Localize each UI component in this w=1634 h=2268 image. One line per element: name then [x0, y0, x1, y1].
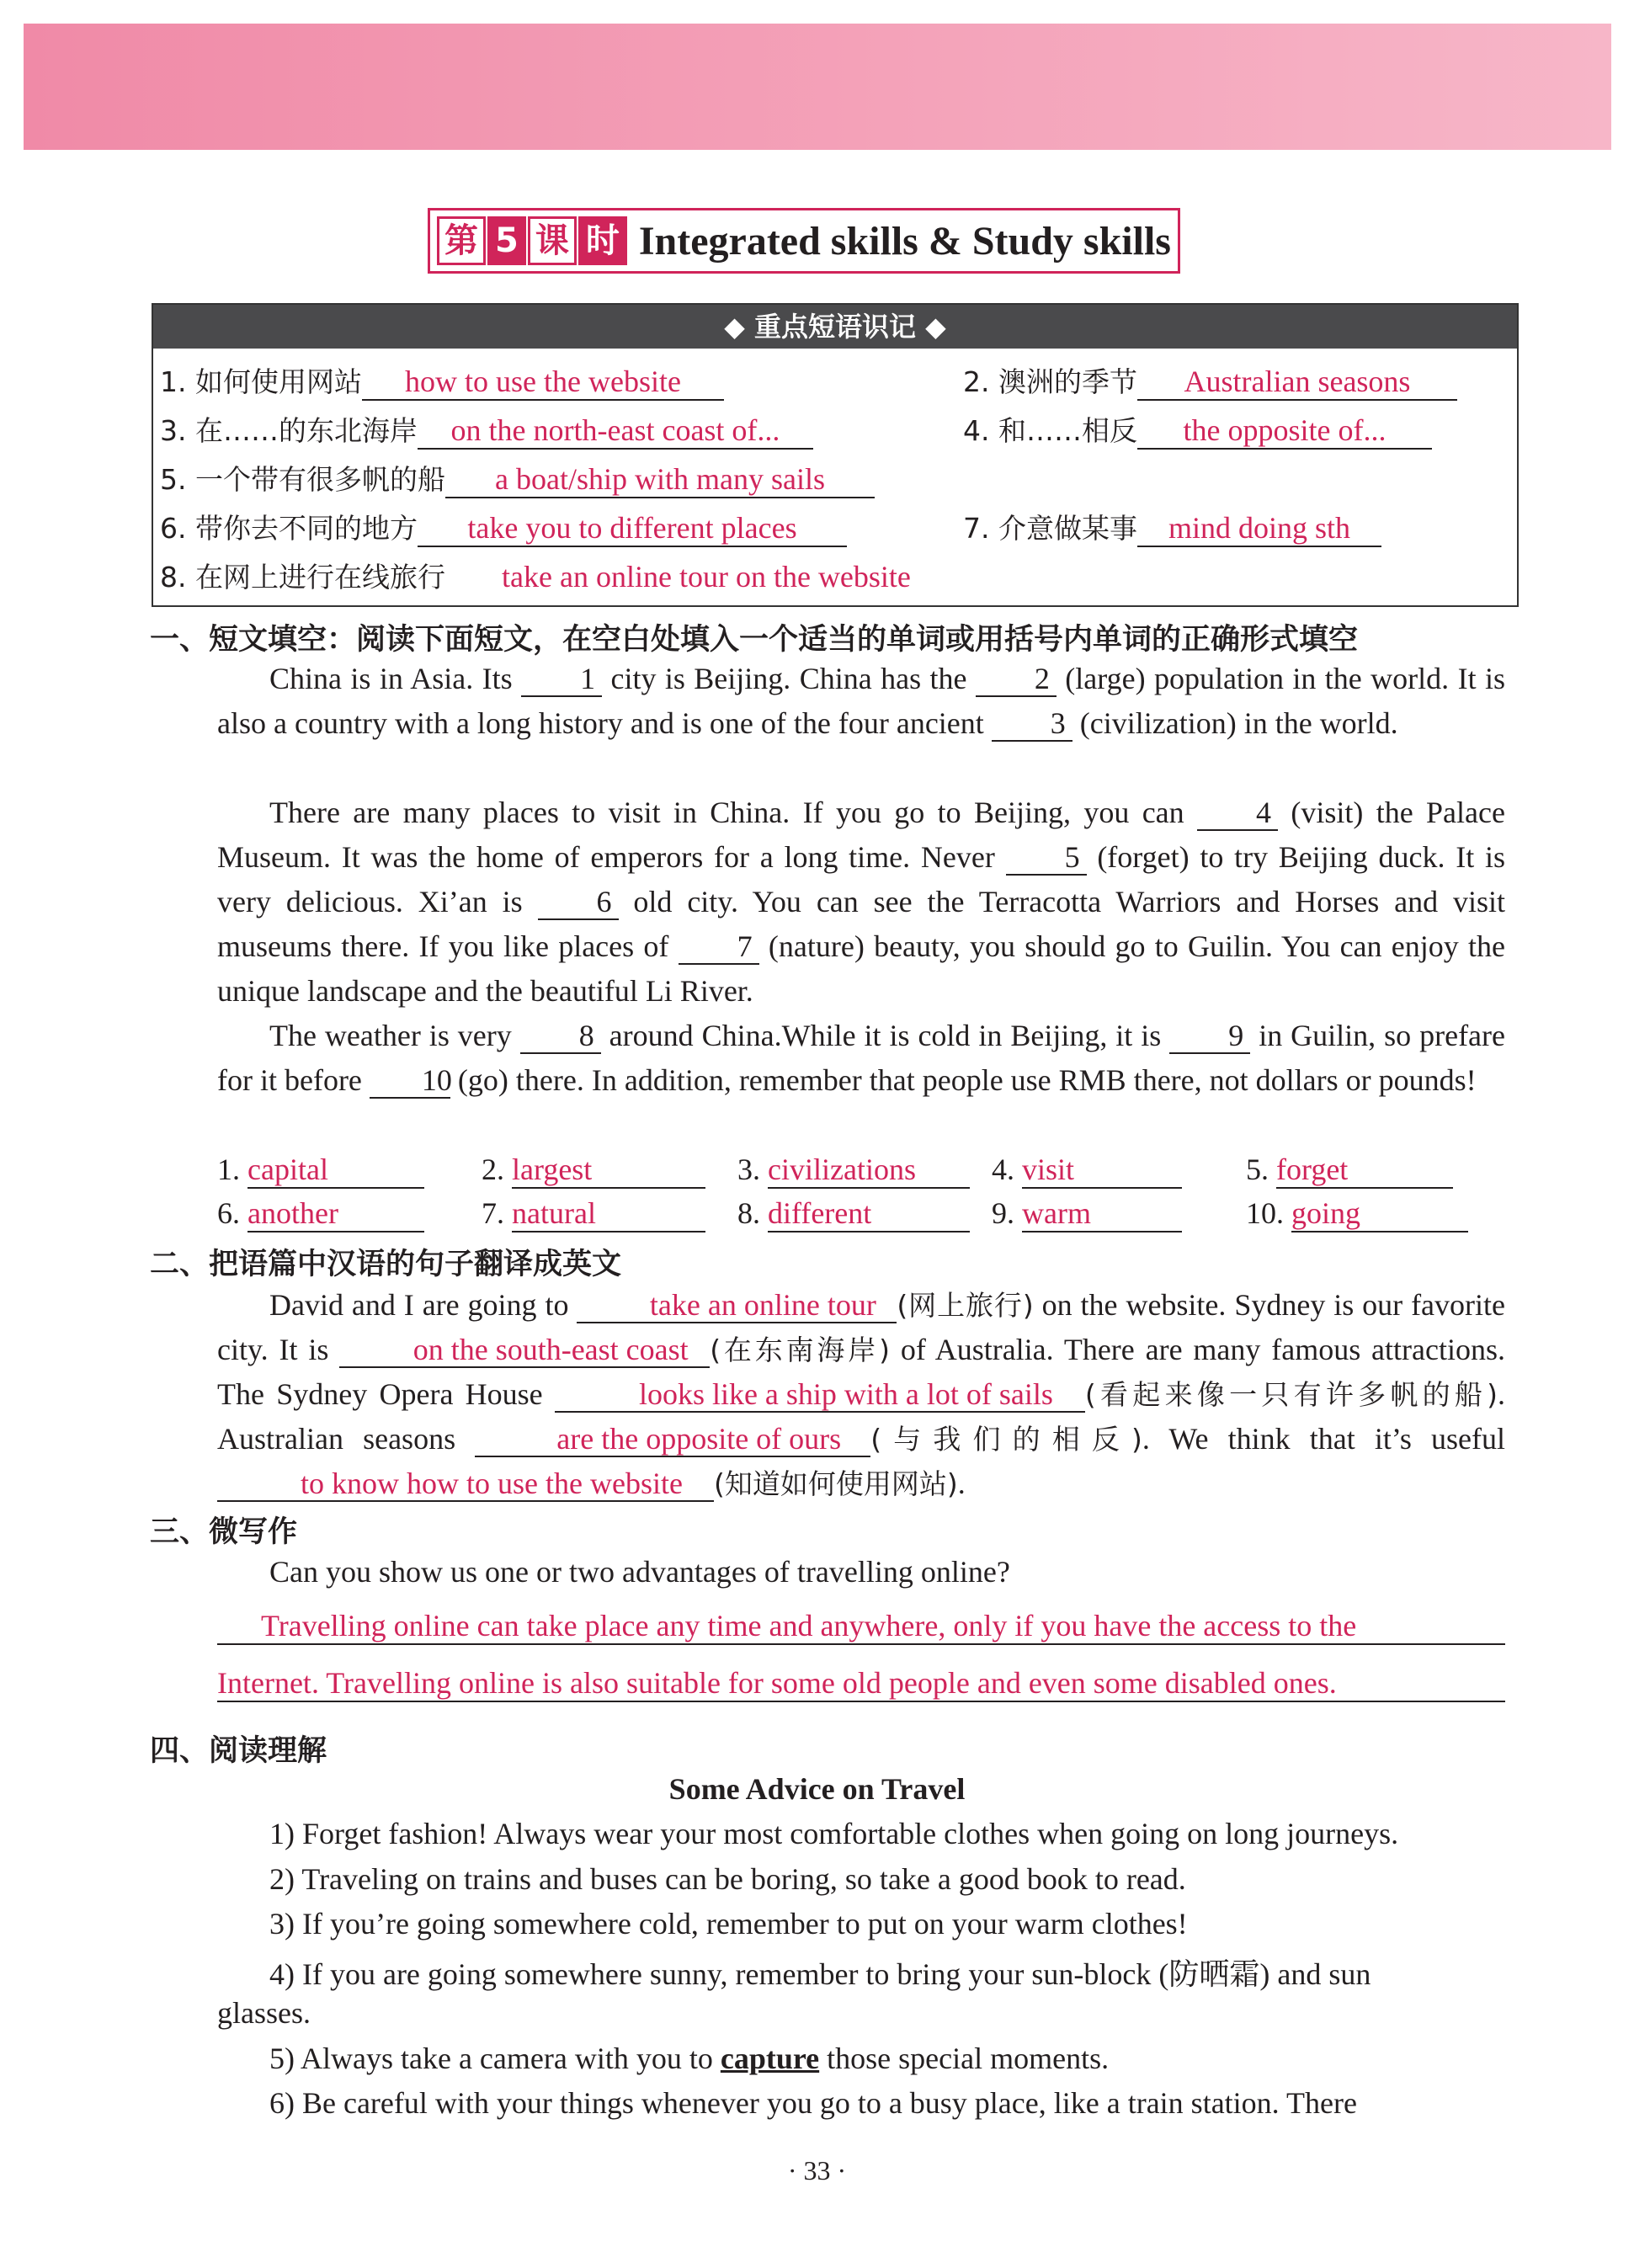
phrase-5-answer: a boat/ship with many sails: [445, 462, 875, 498]
advice-4: 4) If you are going somewhere sunny, remember to bring your sun-block (防晒霜) and sun: [269, 1957, 1371, 1991]
blank-4: 4: [1197, 797, 1278, 831]
section-4-heading: 四、阅读理解: [150, 1734, 327, 1768]
section-2-heading: 二、把语篇中汉语的句子翻译成英文: [150, 1248, 622, 1281]
advice-2: 2) Traveling on trains and buses can be boring, so take a good book to read.: [269, 1862, 1186, 1896]
blank-3: 3: [992, 708, 1072, 742]
answer-3: 3. civilizations: [737, 1152, 970, 1189]
capture-word: capture: [720, 2042, 820, 2075]
phrase-7: 7. 介意做某事 mind doing sth: [963, 507, 1381, 547]
passage-p1: China is in Asia. Its 1 city is Beijing. China has the 2 (large) population in the world. It is also a country with a long history and is one of the four ancient 3 (civilization) in the world.: [217, 662, 1505, 740]
phrase-1: 1. 如何使用网站 how to use the website: [160, 360, 724, 401]
key-phrases-box: [152, 303, 1519, 607]
answer-9: 9. warm: [992, 1195, 1182, 1232]
lesson-title-text: Integrated skills & Study skills: [638, 218, 1171, 264]
blank-8: 8: [520, 1020, 601, 1054]
lesson-number: 5: [487, 216, 526, 265]
phrase-8-answer: take an online tour on the website: [502, 560, 911, 594]
answer-4: 4. visit: [992, 1152, 1182, 1189]
translation-answer-4: are the opposite of ours: [475, 1424, 870, 1457]
answer-2: 2. largest: [482, 1152, 705, 1189]
translation-passage: David and I are going to take an online tour (网上旅行) on the website. Sydney is our favorite city. It is on the south-east coast (在东南海岸) of Australia. There are many famous attractions. The Sydney Opera House looks like a ship with a lot of sails (看起来像一只有许多帆的船). Australian seasons are the opposite of ours (与我们的相反). We think that it’s useful to know how to use the website (知道如何使用网站).: [217, 1288, 1506, 1500]
writing-answer-line-1: Travelling online can take place any time and anywhere, only if you have the access to the: [217, 1608, 1505, 1645]
blank-2: 2: [976, 663, 1057, 697]
blank-9: 9: [1169, 1020, 1250, 1054]
lesson-title: [428, 208, 1180, 274]
advice-5: 5) Always take a camera with you to capture those special moments.: [269, 2042, 1110, 2075]
answer-5: 5. forget: [1246, 1152, 1453, 1189]
blank-5: 5: [1006, 842, 1087, 876]
answer-6: 6. another: [217, 1195, 424, 1232]
page-number: · 33 ·: [787, 2155, 847, 2185]
blank-1: 1: [521, 663, 602, 697]
phrase-4: 4. 和……相反 the opposite of...: [963, 409, 1432, 450]
title-char-ke: 课: [528, 216, 577, 265]
answer-1: 1. capital: [217, 1152, 424, 1189]
phrase-3: 3. 在……的东北海岸 on the north-east coast of...: [160, 409, 813, 450]
advice-3: 3) If you’re going somewhere cold, remember to put on your warm clothes!: [269, 1907, 1188, 1941]
phrase-5: 5. 一个带有很多帆的船 a boat/ship with many sails: [160, 458, 875, 498]
translation-answer-2: on the south-east coast: [339, 1334, 710, 1368]
phrase-2: 2. 澳洲的季节 Australian seasons: [963, 360, 1457, 401]
phrase-2-answer: Australian seasons: [1137, 365, 1457, 401]
phrase-8: 8. 在网上进行在线旅行 take an online tour on the website: [160, 556, 967, 595]
passage-p2: There are many places to visit in China. If you go to Beijing, you can 4 (visit) the Palace Museum. It was the home of emperors for a long time. Never 5 (forget) to try Beijing duck. It is very delicious. Xi’an is 6 old city. You can see the Terracotta Warriors and Horses and visit museums there. If you like places of 7 (nature) beauty, you should go to Guilin. You can enjoy the unique landscape and the beautiful Li River.: [217, 796, 1505, 1008]
top-banner: [24, 24, 1611, 150]
passage-p3: The weather is very 8 around China.While it is cold in Beijing, it is 9 in Guilin, so prefare for it before 10 (go) there. In addition, remember that people use RMB there, not dollars or pounds!: [217, 1019, 1506, 1097]
translation-answer-3: looks like a ship with a lot of sails: [555, 1379, 1085, 1413]
writing-answer-line-2: Internet. Travelling online is also suitable for some old people and even some disabled ones.: [217, 1665, 1505, 1702]
section-3-heading: 三、微写作: [150, 1515, 298, 1549]
reading-title: Some Advice on Travel: [668, 1772, 966, 1806]
phrase-4-answer: the opposite of...: [1137, 413, 1432, 450]
answer-7: 7. natural: [482, 1195, 705, 1232]
answer-10: 10. going: [1246, 1195, 1468, 1232]
phrase-7-answer: mind doing sth: [1137, 511, 1381, 547]
translation-answer-1: take an online tour: [577, 1290, 897, 1323]
writing-question: Can you show us one or two advantages of travelling online?: [269, 1555, 1010, 1589]
key-phrases-header: ◆ 重点短语识记 ◆: [153, 305, 1517, 349]
phrase-6-answer: take you to different places: [418, 511, 847, 547]
blank-7: 7: [679, 931, 759, 965]
advice-4-cont: glasses.: [217, 1996, 311, 2030]
title-char-shi: 时: [578, 216, 627, 265]
phrase-3-answer: on the north-east coast of...: [418, 413, 813, 450]
blank-6: 6: [538, 886, 619, 920]
phrase-6: 6. 带你去不同的地方 take you to different places: [160, 507, 847, 547]
translation-answer-5: to know how to use the website: [217, 1468, 714, 1502]
advice-6: 6) Be careful with your things whenever you go to a busy place, like a train station. There: [269, 2086, 1357, 2120]
phrase-1-answer: how to use the website: [362, 365, 724, 401]
answer-8: 8. different: [737, 1195, 970, 1232]
section-1-heading: 一、短文填空：阅读下面短文，在空白处填入一个适当的单词或用括号内单词的正确形式填空: [150, 623, 1359, 657]
blank-10: 10: [370, 1065, 450, 1099]
advice-1: 1) Forget fashion! Always wear your most comfortable clothes when going on long journeys.: [269, 1817, 1399, 1850]
title-char-di: 第: [437, 216, 486, 265]
